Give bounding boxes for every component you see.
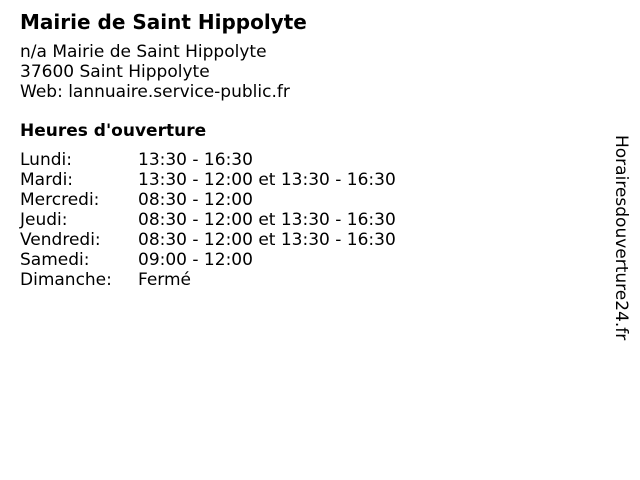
hours-row-vendredi (20, 230, 580, 250)
hours-time: 08:30 - 12:00 et 13:30 - 16:30 (138, 230, 396, 250)
office-card (20, 8, 580, 290)
hours-time: 13:30 - 16:30 (138, 150, 253, 170)
opening-hours-heading: Heures d'ouverture (20, 121, 207, 141)
hours-row-samedi (20, 250, 580, 270)
opening-hours-list (20, 150, 580, 290)
hours-time: 09:00 - 12:00 (138, 250, 253, 270)
hours-time: 08:30 - 12:00 et 13:30 - 16:30 (138, 210, 396, 230)
address-line-1: n/a Mairie de Saint Hippolyte (20, 42, 267, 62)
hours-row-dimanche (20, 270, 580, 290)
hours-day: Lundi: (20, 150, 72, 170)
hours-time: 13:30 - 12:00 et 13:30 - 16:30 (138, 170, 396, 190)
hours-day: Samedi: (20, 250, 90, 270)
website-line: Web: lannuaire.service-public.fr (20, 82, 290, 102)
office-title: Mairie de Saint Hippolyte (20, 10, 307, 34)
address-block (20, 42, 580, 102)
hours-row-jeudi (20, 210, 580, 230)
hours-row-mercredi (20, 190, 580, 210)
hours-row-lundi (20, 150, 580, 170)
hours-time: 08:30 - 12:00 (138, 190, 253, 210)
hours-day: Dimanche: (20, 270, 112, 290)
hours-row-mardi (20, 170, 580, 190)
site-watermark: Horairesdouverture24.fr (611, 135, 631, 341)
hours-day: Mercredi: (20, 190, 100, 210)
hours-day: Mardi: (20, 170, 74, 190)
hours-day: Jeudi: (20, 210, 68, 230)
address-line-2: 37600 Saint Hippolyte (20, 62, 210, 82)
hours-day: Vendredi: (20, 230, 101, 250)
hours-time: Fermé (138, 270, 192, 290)
